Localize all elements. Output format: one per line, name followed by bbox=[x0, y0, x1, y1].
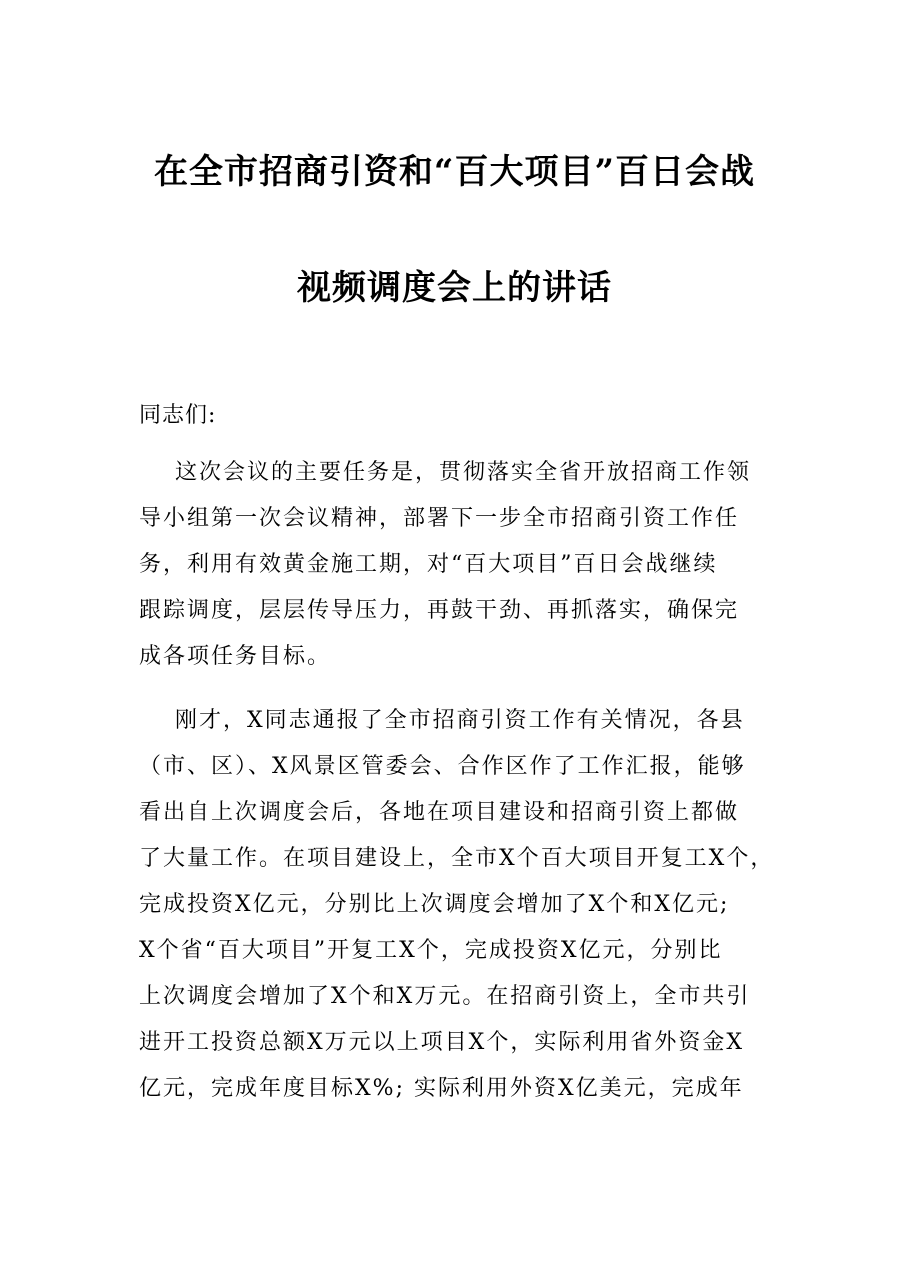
paragraph-line: 亿元，完成年度目标X%; 实际利用外资X亿美元，完成年 bbox=[139, 1076, 744, 1101]
paragraph-line: X个省“百大项目”开复工X个，完成投资X亿元，分别比 bbox=[139, 938, 723, 963]
paragraph-line: 务，利用有效黄金施工期，对“百大项目”百日会战继续 bbox=[139, 552, 718, 577]
paragraph-line: 跟踪调度，层层传导压力，再鼓干劲、再抓落实，确保完 bbox=[139, 598, 740, 623]
salutation: 同志们: bbox=[139, 403, 217, 428]
paragraph-line: 看出自上次调度会后，各地在项目建设和招商引资上都做 bbox=[139, 800, 740, 825]
paragraph-line: 了大量工作。在项目建设上，全市X个百大项目开复工X个， bbox=[139, 846, 775, 871]
paragraph-line: 成各项任务目标。 bbox=[139, 644, 332, 669]
paragraph-line: 进开工投资总额X万元以上项目X个，实际利用省外资金X bbox=[139, 1030, 744, 1055]
document-title-line-2: 视频调度会上的讲话 bbox=[297, 268, 612, 308]
paragraph-line: 完成投资X亿元，分别比上次调度会增加了X个和X亿元; bbox=[139, 892, 730, 917]
paragraph-2 bbox=[139, 698, 779, 1112]
paragraph-line: 刚才，X同志通报了全市招商引资工作有关情况，各县 bbox=[175, 708, 745, 733]
paragraph-line: 导小组第一次会议精神，部署下一步全市招商引资工作任 bbox=[139, 506, 740, 531]
document-title-line-1: 在全市招商引资和“百大项目”百日会战 bbox=[153, 152, 756, 192]
paragraph-line: 上次调度会增加了X个和X万元。在招商引资上，全市共引 bbox=[139, 984, 751, 1009]
paragraph-line: （市、区）、X风景区管委会、合作区作了工作汇报，能够 bbox=[139, 754, 746, 779]
paragraph-line: 这次会议的主要任务是，贯彻落实全省开放招商工作领 bbox=[175, 460, 752, 485]
paragraph-1 bbox=[139, 450, 779, 680]
